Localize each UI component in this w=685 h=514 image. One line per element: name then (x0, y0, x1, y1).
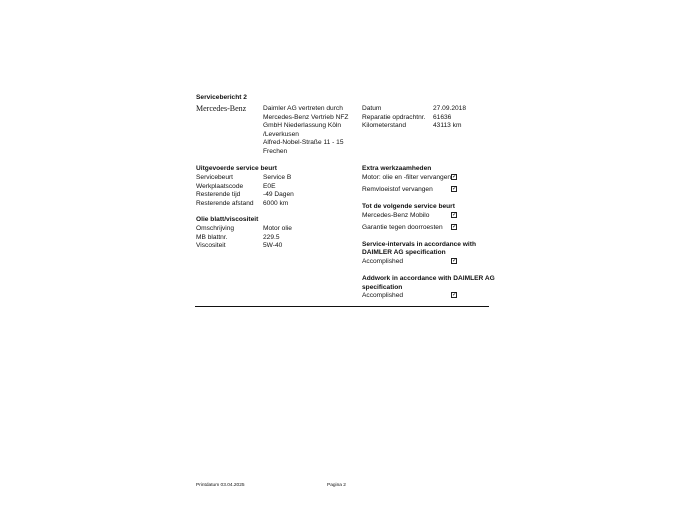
dealer-line: GmbH Niederlassung Köln (263, 122, 342, 130)
viscosity-label: Viscositeit (196, 242, 226, 249)
dealer-line: Mercedes-Benz Vertrieb NFZ (263, 113, 349, 121)
service-value: Service B (263, 174, 292, 181)
remaining-distance-value: 6000 km (263, 199, 289, 207)
addwork-item: Accomplished (362, 292, 404, 299)
info-label-mileage: Kilometerstand (362, 122, 406, 130)
dealer-line: Daimler AG vertreten durch (263, 105, 343, 112)
checkbox-checked-icon: ✓ (452, 174, 458, 180)
brand-logo-text: Mercedes-Benz (196, 104, 247, 113)
checkbox-checked-icon: ✓ (452, 258, 458, 264)
dealer-line: Alfred-Nobel-Straße 11 - 15 (263, 139, 344, 147)
addwork-title-line2: specification (362, 283, 403, 291)
next-item: Garantie tegen doorroesten (362, 223, 443, 231)
dealer-line: Frechen (263, 147, 288, 155)
extra-item: Remvloeistof vervangen (362, 186, 433, 193)
intervals-title-line2: DAIMLER AG specification (362, 249, 446, 256)
oil-description-label: Omschrijving (196, 225, 235, 232)
checkbox-checked-icon: ✓ (452, 186, 458, 192)
service-label: Servicebeurt (196, 174, 234, 181)
next-section-title: Tot de volgende service beurt (362, 202, 455, 210)
info-label-order: Reparatie opdrachtnr. (362, 113, 426, 121)
page-title: Servicebericht 2 (196, 94, 247, 101)
intervals-item: Accomplished (362, 258, 404, 265)
remaining-time-value: -49 Dagen (263, 191, 294, 198)
remaining-time-label: Resterende tijd (196, 191, 241, 198)
info-label-date: Datum (362, 105, 382, 112)
section-divider (195, 306, 489, 307)
viscosity-value: 5W-40 (263, 242, 283, 249)
workshop-code-value: E0E (263, 182, 276, 190)
extra-item: Motor: olie en -filter vervangen (362, 174, 452, 181)
mb-sheet-label: MB blattnr. (196, 233, 228, 241)
oil-section-title: Olie blatt/viscositeit (196, 216, 259, 223)
checkbox-checked-icon: ✓ (452, 211, 458, 218)
checkbox-checked-icon: ✓ (452, 292, 458, 298)
info-value-date: 27.09.2018 (433, 105, 467, 112)
dealer-address (263, 105, 355, 157)
workshop-code-label: Werkplaatscode (196, 182, 244, 190)
extra-section-title: Extra werkzaamheden (362, 165, 432, 172)
dealer-line: /Leverkusen (263, 130, 299, 138)
mb-sheet-value: 229.5 (263, 233, 280, 241)
service-section-title: Uitgevoerde service beurt (196, 165, 277, 172)
info-value-mileage: 43113 km (433, 122, 462, 130)
print-date: Printdatum 03.04.2025 (196, 483, 245, 488)
next-item: Mercedes-Benz Mobilo (362, 211, 430, 219)
remaining-distance-label: Resterende afstand (196, 199, 254, 207)
checkbox-checked-icon: ✓ (452, 223, 458, 230)
oil-description-value: Motor olie (263, 225, 292, 232)
intervals-title-line1: Service-intervals in accordance with (362, 240, 476, 248)
info-value-order: 61636 (433, 113, 452, 121)
page-number: Pagina 2 (327, 483, 346, 488)
addwork-title-line1: Addwork in accordance with DAIMLER AG (362, 275, 495, 282)
